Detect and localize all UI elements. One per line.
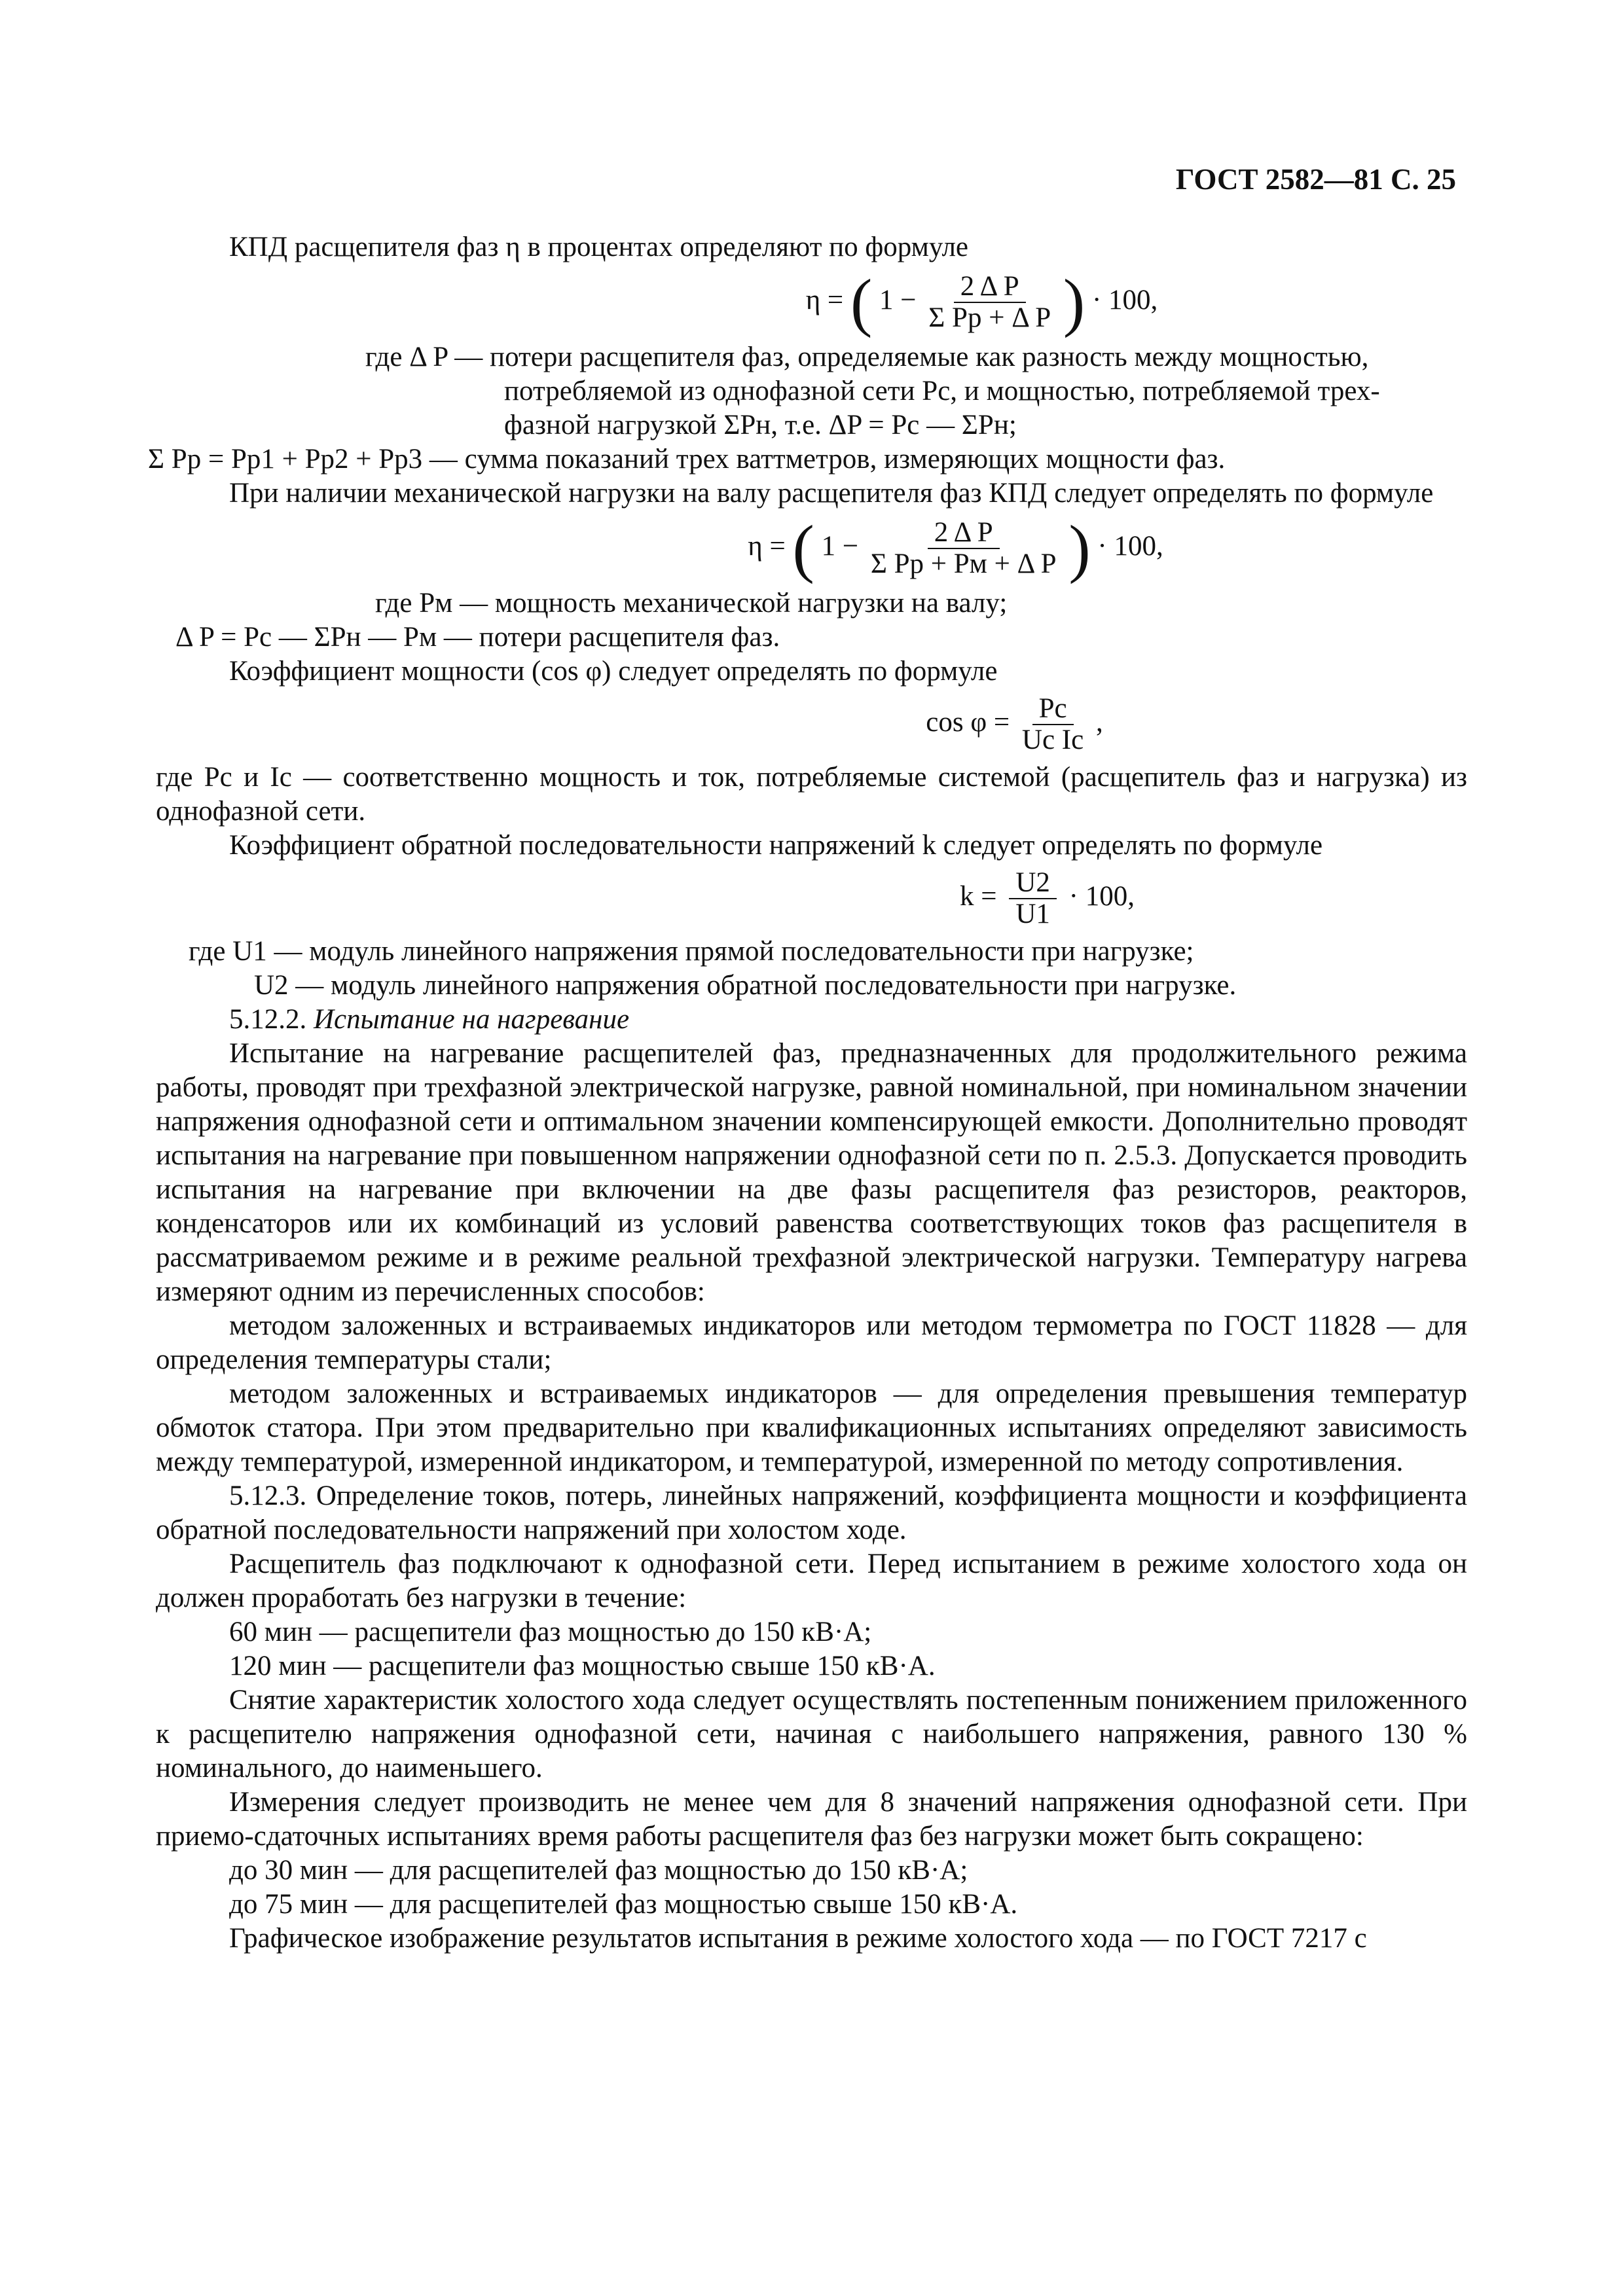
formula-denominator: Σ Pр + Pм + Δ P: [870, 548, 1057, 579]
formula-one: 1 −: [821, 530, 859, 562]
paragraph: Снятие характеристик холостого хода следует осуществлять постепенным понижением приложенного к расщепителю напряжения однофазной сети, начиная с наибольшего напряжения, равного 130 % номинального, до наименьшего.: [156, 1685, 1467, 1784]
formula-lhs: η =: [805, 284, 844, 315]
formula-k: [627, 868, 1467, 929]
paragraph: Δ P = Pс — ΣPн — Pм — потери расщепителя фаз.: [175, 622, 780, 653]
formula-numerator: U2: [1009, 868, 1057, 899]
formula-lhs: η =: [748, 530, 786, 562]
paragraph: 5.12.3. Определение токов, потерь, линейных напряжений, коэффициента мощности и коэффициента обратной последовательности напряжений при холостом ходе.: [156, 1480, 1467, 1545]
where-clause-cont: фазной нагрузкой ΣPн, т.е. ΔP = Pс — ΣPн;: [504, 410, 1017, 440]
section-title: Испытание на нагревание: [314, 1004, 630, 1035]
formula-one: 1 −: [879, 284, 917, 315]
formula-tail: · 100,: [1091, 284, 1158, 315]
paren-left: (: [850, 266, 873, 338]
formula-denominator: U1: [1015, 899, 1050, 929]
paren-left: (: [792, 512, 814, 584]
paragraph: Коэффициент обратной последовательности напряжений k следует определять по формуле: [229, 830, 1323, 861]
paragraph: КПД расщепителя фаз η в процентах определяют по формуле: [229, 232, 968, 262]
list-item: 120 мин — расщепители фаз мощностью свыше 150 кВ·А.: [229, 1651, 936, 1681]
formula-numerator: 2 Δ P: [928, 518, 1000, 549]
paragraph: Измерения следует производить не менее чем для 8 значений напряжения однофазной сети. При приемо-сдаточных испытаниях время работы расщепителя фаз без нагрузки может быть сокращено:: [156, 1787, 1467, 1852]
paragraph: Графическое изображение результатов испытания в режиме холостого хода — по ГОСТ 7217 с: [229, 1923, 1367, 1954]
where-clause-cont: U2 — модуль линейного напряжения обратной последовательности при нагрузке.: [254, 970, 1237, 1001]
formula-lhs: cos φ =: [926, 706, 1010, 738]
formula-numerator: Pс: [1032, 694, 1074, 725]
where-clause: где Pм — мощность механической нагрузки на валу;: [375, 588, 1008, 619]
list-item: 60 мин — расщепители фаз мощностью до 150 кВ·А;: [229, 1617, 872, 1647]
paragraph: Коэффициент мощности (cos φ) следует определять по формуле: [229, 656, 998, 687]
paragraph: Σ Pр = Pр1 + Pр2 + Pр3 — сумма показаний трех ваттметров, измеряющих мощности фаз.: [148, 444, 1226, 475]
formula-fraction: [871, 518, 1057, 579]
formula-fraction: [928, 272, 1051, 333]
formula-cos-phi: [562, 694, 1467, 755]
page-header: ГОСТ 2582—81 С. 25: [1175, 163, 1456, 196]
paragraph: Расщепитель фаз подключают к однофазной сети. Перед испытанием в режиме холостого хода он должен проработать без нагрузки в течение:: [156, 1549, 1467, 1613]
formula-efficiency: [496, 266, 1467, 338]
list-item: до 30 мин — для расщепителей фаз мощностью до 150 кВ·А;: [229, 1855, 968, 1886]
where-clause-cont: потребляемой из однофазной сети Pс, и мощностью, потребляемой трех-: [504, 376, 1380, 406]
formula-tail: · 100,: [1068, 880, 1135, 912]
where-clause: где U1 — модуль линейного напряжения прямой последовательности при нагрузке;: [189, 936, 1194, 967]
formula-denominator: Uс Iс: [1021, 725, 1084, 755]
paragraph: методом заложенных и встраиваемых индикаторов — для определения превышения температур обмоток статора. При этом предварительно при квалификационных испытаниях определяют зависимость между температурой, измеренной индикатором, и температурой, измеренной по методу сопротивления.: [156, 1378, 1467, 1477]
where-clause: где Pс и Iс — соответственно мощность и ток, потребляемые системой (расщепитель фаз и нагрузка) из однофазной сети.: [156, 762, 1467, 827]
formula-lhs: k =: [960, 880, 997, 912]
formula-fraction: [1009, 868, 1057, 929]
document-body: [148, 230, 1467, 1956]
section-number: 5.12.2.: [229, 1004, 307, 1035]
paragraph: При наличии механической нагрузки на валу расщепителя фаз КПД следует определять по формуле: [229, 478, 1434, 509]
formula-tail: ,: [1095, 706, 1103, 738]
where-clause: где Δ P — потери расщепителя фаз, определяемые как разность между мощностью,: [365, 342, 1369, 372]
formula-fraction: [1022, 694, 1084, 755]
list-item: до 75 мин — для расщепителей фаз мощностью свыше 150 кВ·А.: [229, 1889, 1018, 1920]
paragraph: методом заложенных и встраиваемых индикаторов или методом термометра по ГОСТ 11828 — для определения температуры стали;: [156, 1310, 1467, 1375]
formula-numerator: 2 Δ P: [954, 272, 1026, 303]
formula-tail: · 100,: [1097, 530, 1163, 562]
paren-right: ): [1068, 512, 1091, 584]
paren-right: ): [1063, 266, 1085, 338]
paragraph: Испытание на нагревание расщепителей фаз, предназначенных для продолжительного режима работы, проводят при трехфазной электрической нагрузке, равной номинальной, при номинальном значении напряжения однофазной сети и оптимальном значении компенсирующей емкости. Дополнительно проводят испытания на нагревание при повышенном напряжении однофазной сети по п. 2.5.3. Допускается проводить испытания на нагревание при включении на две фазы расщепителя фаз резисторов, реакторов, конденсаторов или их комбинаций из условий равенства соответствующих токов фаз расщепителя в рассматриваемом режиме и в режиме реальной трехфазной электрической нагрузки. Температуру нагрева измеряют одним из перечисленных способов:: [156, 1038, 1467, 1307]
formula-efficiency-mech: [444, 512, 1467, 584]
section-heading: [156, 1003, 1467, 1037]
formula-denominator: Σ Pр + Δ P: [928, 302, 1051, 333]
